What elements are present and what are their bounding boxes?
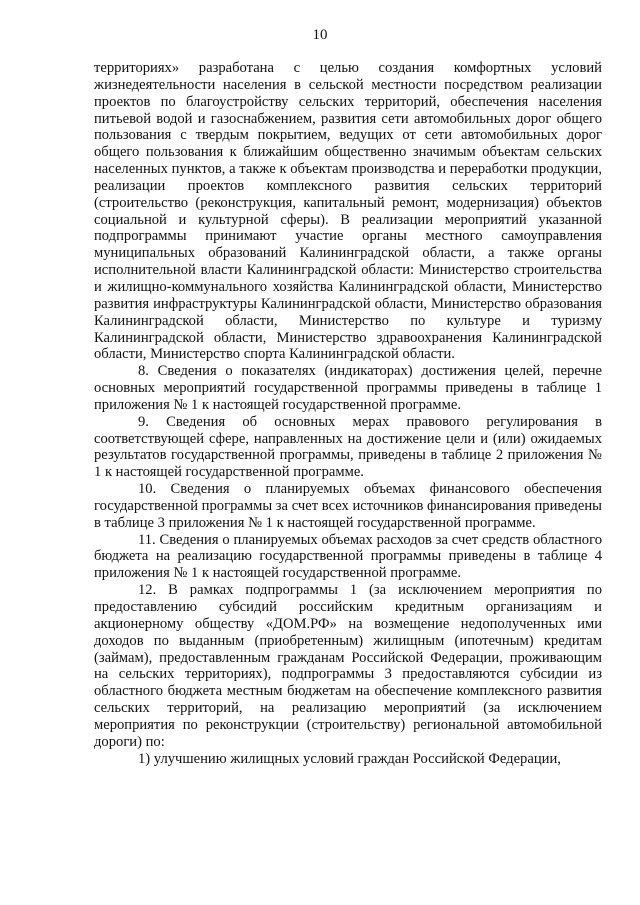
paragraph-12: 12. В рамках подпрограммы 1 (за исключением мероприятия по предоставлению субсидий российским кредитным организациям и акционерному обществу «ДОМ.РФ» на возмещение недополученных ими доходов по выданным (приобретенным) жилищным (ипотечным) кредитам (займам), предоставленным гражданам Российской Федерации, проживающим на сельских территориях), подпрограммы 3 предоставляются субсидии из областного бюджета местным бюджетам на обеспечение комплексного развития сельских территорий, на реализацию мероприятий (за исключением мероприятия по реконструкции (строительству) региональной автомобильной дороги) по: bbox=[94, 582, 602, 750]
paragraph-9: 9. Сведения об основных мерах правового регулирования в соответствующей сфере, направленных на достижение цели и (или) ожидаемых результатов государственной программы, приведены в таблице 2 приложения № 1 к настоящей государственной программе. bbox=[94, 413, 602, 481]
list-item-1: 1) улучшению жилищных условий граждан Российской Федерации, bbox=[138, 750, 561, 767]
body-text bbox=[94, 60, 602, 767]
paragraph-8: 8. Сведения о показателях (индикаторах) достижения целей, перечне основных мероприятий государственной программы приведены в таблице 1 приложения № 1 к настоящей государственной программе. bbox=[94, 363, 602, 413]
paragraph-11: 11. Сведения о планируемых объемах расходов за счет средств областного бюджета на реализацию государственной программы приведены в таблице 4 приложения № 1 к настоящей государственной программе. bbox=[94, 531, 602, 582]
page-number: 10 bbox=[312, 27, 328, 43]
paragraph-10: 10. Сведения о планируемых объемах финансового обеспечения государственной программы за счет всех источников финансирования приведены в таблице 3 приложения № 1 к настоящей государственной программе. bbox=[94, 481, 602, 531]
paragraph-continuation: территориях» разработана с целью создания комфортных условий жизнедеятельности населения в сельской местности посредством реализации проектов по благоустройству сельских территорий, обеспечения населения питьевой водой и газоснабжением, развития сети автомобильных дорог общего пользования с твердым покрытием, ведущих от сети автомобильных дорог общего пользования к ближайшим общественно значимым объектам сельских населенных пунктов, а также к объектам производства и переработки продукции, реализации проектов комплексного развития сельских территорий (строительство (реконструкция, капитальный ремонт, модернизация) объектов социальной и культурной сферы). В реализации мероприятий указанной подпрограммы принимают участие органы местного самоуправления муниципальных образований Калининградской области, а также органы исполнительной власти Калининградской области: Министерство строительства и жилищно-коммунального хозяйства Калининградской области, Министерство развития инфраструктуры Калининградской области, Министерство образования Калининградской области, Министерство по культуре и туризму Калининградской области, Министерство здравоохранения Калининградской области, Министерство спорта Калининградской области. bbox=[94, 60, 602, 363]
